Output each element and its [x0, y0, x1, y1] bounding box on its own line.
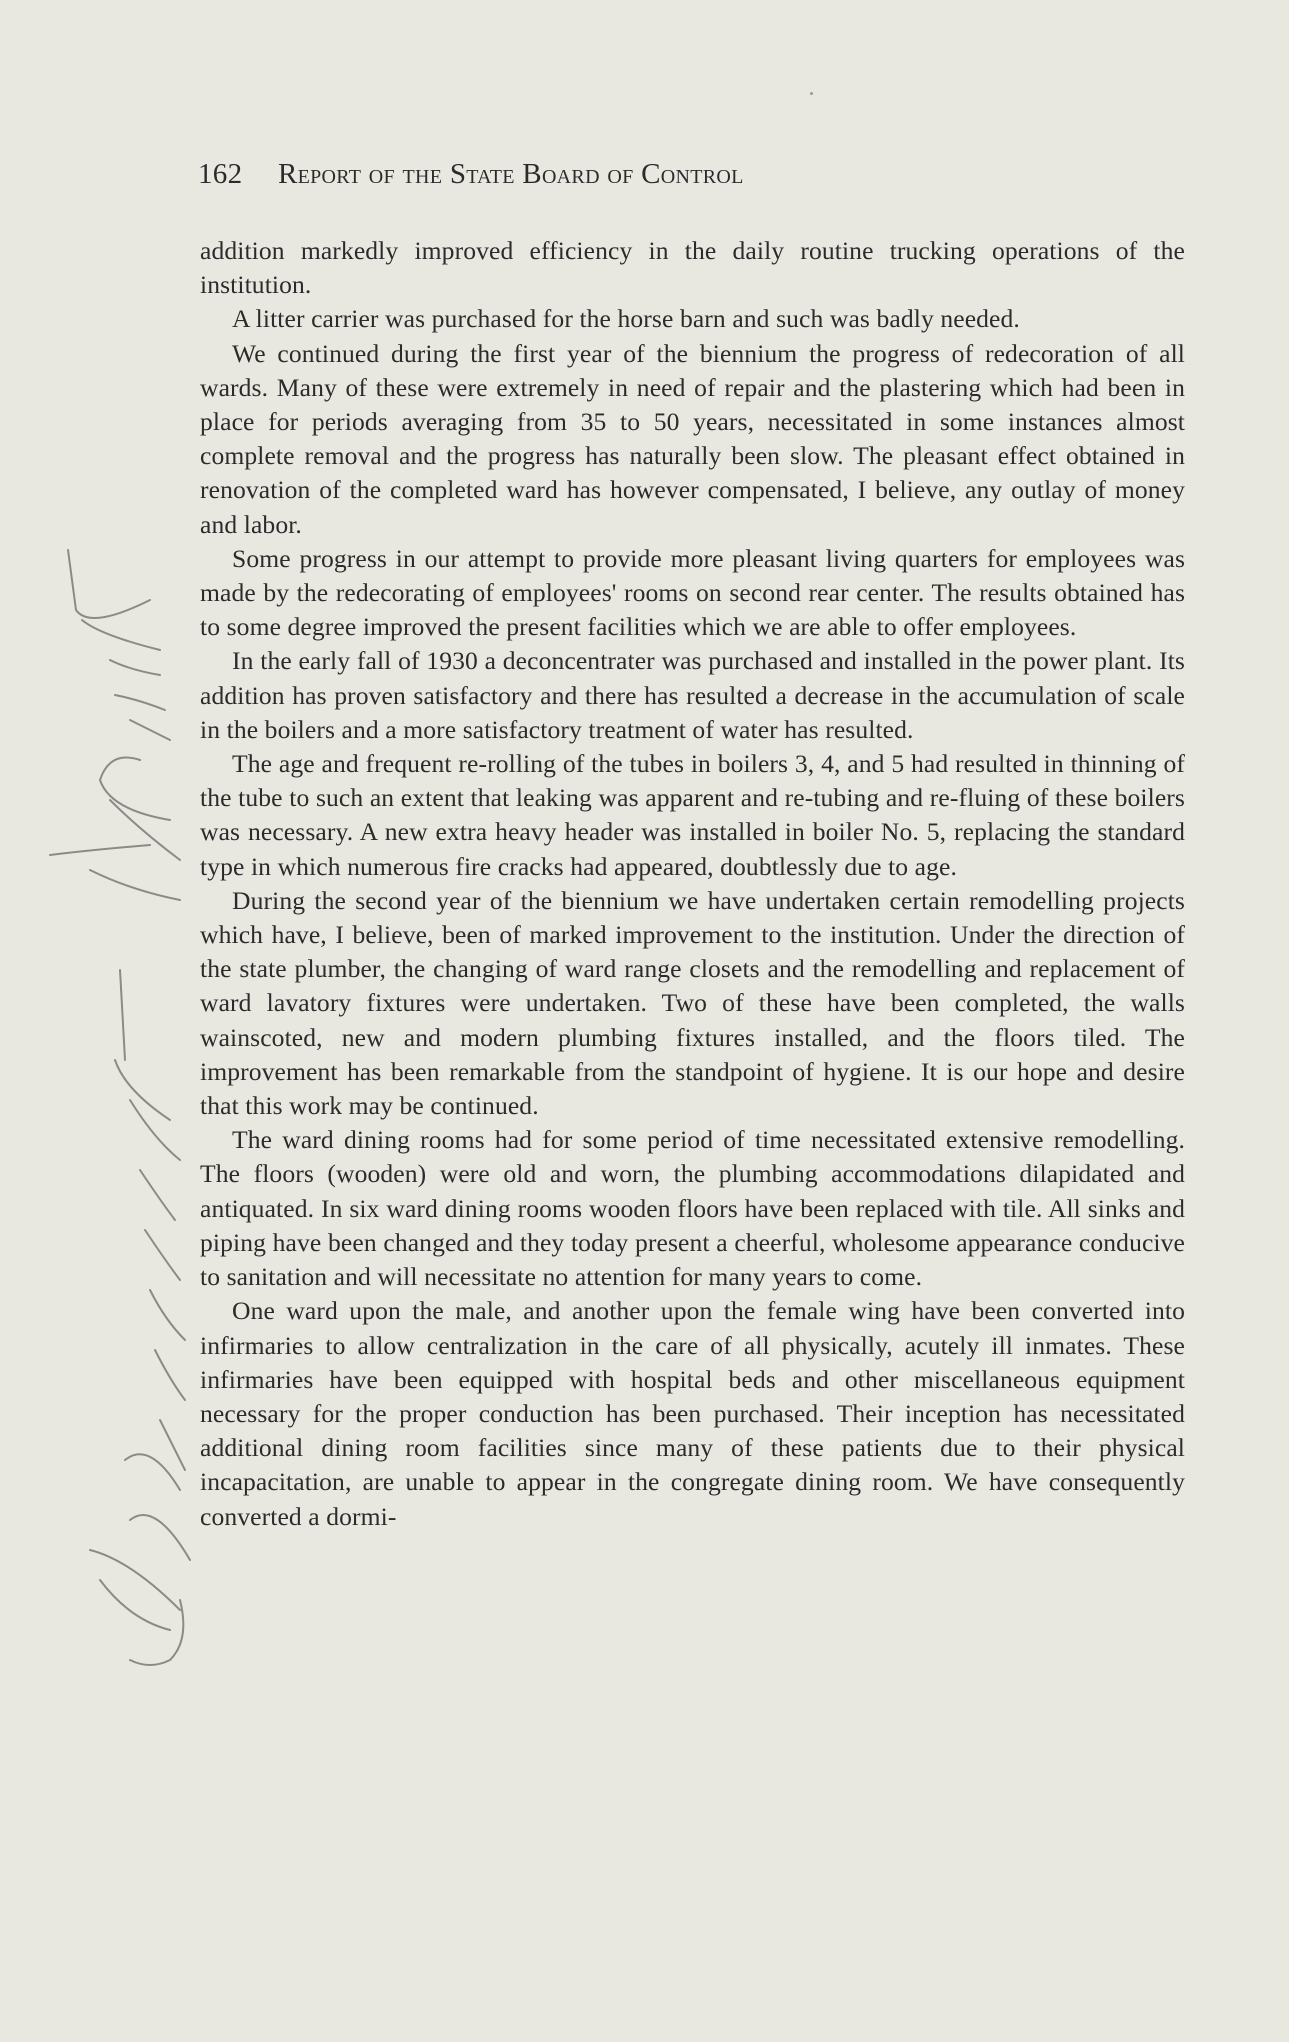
- ink-speck: [810, 92, 813, 95]
- paragraph: addition markedly improved efficiency in the daily routine trucking operations of the institution.: [200, 236, 1185, 300]
- paragraph: The ward dining rooms had for some period of time necessitated extensive remodelling. The floors (wooden) were old and worn, the plumbing accommodations dilapidated and antiquated. In six ward dining rooms wooden floors have been replaced with tile. All sinks and piping have been changed and they today present a cheerful, wholesome appearance conducive to sanitation and will necessitate no attention for many years to come.: [200, 1125, 1185, 1292]
- paragraph: The age and frequent re-rolling of the tubes in boilers 3, 4, and 5 had resulted in thinning of the tube to such an extent that leaking was apparent and re-tubing and re-fluing of these boilers was necessary. A new extra heavy header was installed in boiler No. 5, replacing the standard type in which numerous fire cracks had appeared, doubtlessly due to age.: [200, 749, 1185, 881]
- paragraph: Some progress in our attempt to provide more pleasant living quarters for employees was made by the redecorating of employees' rooms on second rear center. The results obtained has to some degree improved the present facilities which we are able to offer employees.: [200, 543, 1185, 642]
- paragraph: In the early fall of 1930 a deconcentrater was purchased and installed in the power plant. Its addition has proven satisfactory and there has resulted a decrease in the accumulation of scale in the boilers and a more satisfactory treatment of water has resulted.: [200, 646, 1185, 744]
- body-text: [200, 234, 1185, 1534]
- paragraph: We continued during the first year of the biennium the progress of redecoration of all wards. Many of these were extremely in need of repair and the plastering which had been in place for periods averaging from 35 to 50 years, necessitated in some instances almost complete removal and the progress has naturally been slow. The pleasant effect obtained in renovation of the completed ward has however compensated, I believe, any outlay of money and labor.: [200, 338, 1185, 539]
- paragraph: One ward upon the male, and another upon the female wing have been converted into infirmaries to allow centralization in the care of all physically, acutely ill inmates. These infirmaries have been equipped with hospital beds and other miscellaneous equipment necessary for the proper conduction has been purchased. Their inception has necessitated additional dining room facilities since many of these patients due to their physical incapacitation, are unable to appear in the congregate dining room. We have consequently converted a dormi-: [200, 1296, 1185, 1531]
- running-title: Report of the State Board of Control: [277, 158, 744, 190]
- paragraph: During the second year of the biennium we have undertaken certain remodelling projects which have, I believe, been of marked improvement to the institution. Under the direction of the state plumber, the changing of ward range closets and the remodelling and replacement of ward lavatory fixtures were undertaken. Two of these have been completed, the walls wainscoted, new and modern plumbing fixtures installed, and the floors tiled. The improvement has been remarkable from the standpoint of hygiene. It is our hope and desire that this work may be continued.: [200, 885, 1185, 1121]
- page-header: [198, 156, 1098, 192]
- margin-pencil-marks: [30, 500, 200, 1700]
- paragraph: A litter carrier was purchased for the horse barn and such was badly needed.: [232, 304, 1020, 334]
- page-number: 162: [198, 158, 243, 190]
